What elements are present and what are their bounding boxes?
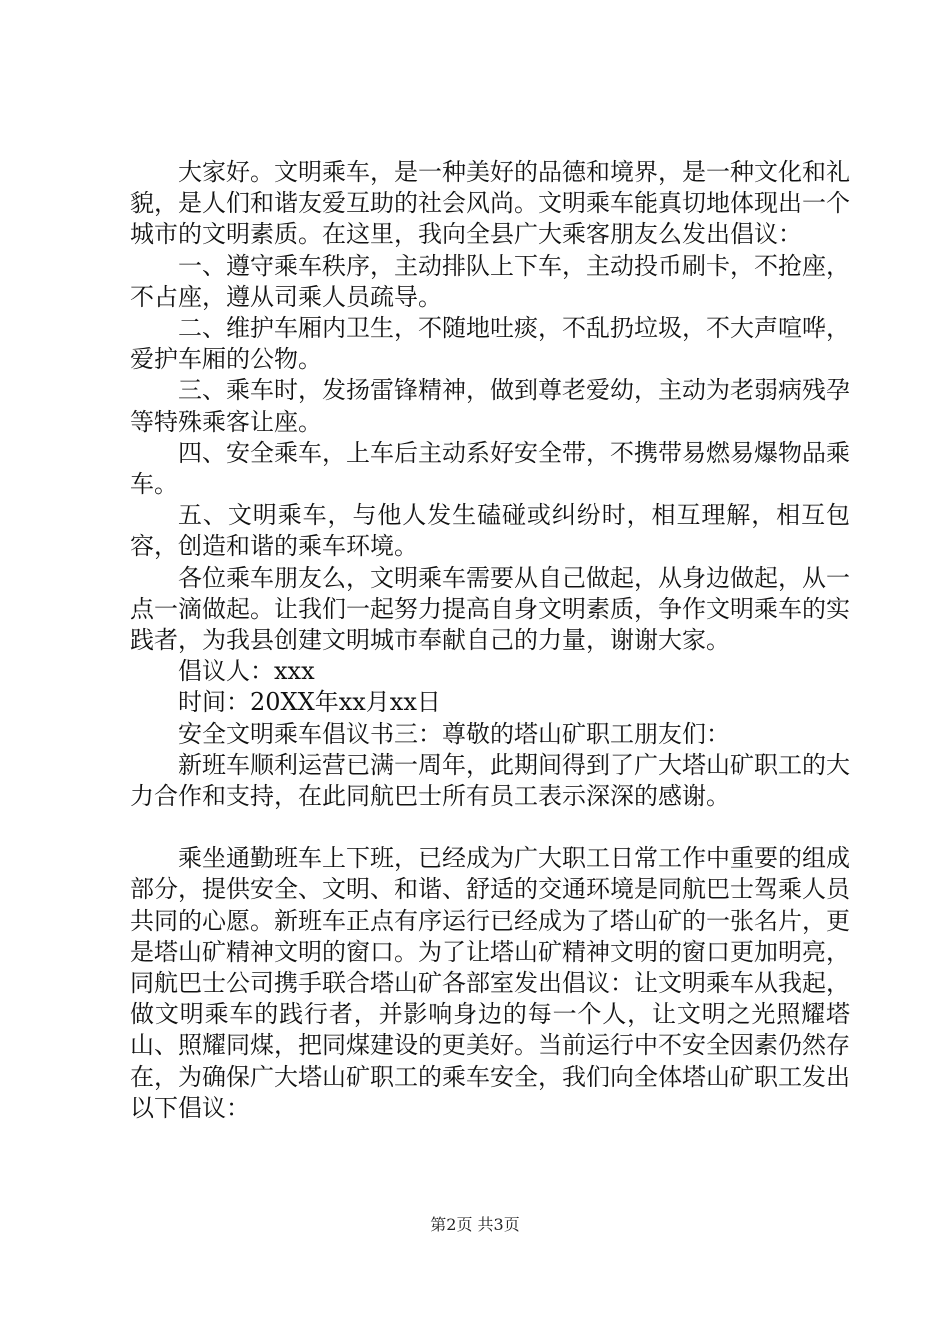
- page-number-footer: 第2页 共3页: [430, 1215, 520, 1234]
- paragraph-item-4: 四、安全乘车，上车后主动系好安全带，不携带易燃易爆物品乘车。: [130, 438, 850, 499]
- paragraph-item-1: 一、遵守乘车秩序，主动排队上下车，主动投币刷卡，不抢座，不占座，遵从司乘人员疏导。: [130, 251, 850, 311]
- paragraph-closing: 各位乘车朋友么，文明乘车需要从自己做起，从身边做起，从一点一滴做起。让我们一起努力提高自身文明素质，争作文明乘车的实践者，为我县创建文明城市奉献自己的力量，谢谢大家。: [130, 563, 850, 655]
- paragraph-anniversary: 新班车顺利运营已满一周年，此期间得到了广大塔山矿职工的大力合作和支持，在此同航巴士所有员工表示深深的感谢。: [130, 750, 850, 811]
- paragraph-heading-three: 安全文明乘车倡议书三：尊敬的塔山矿职工朋友们：: [178, 719, 730, 748]
- paragraph-greeting: 大家好。文明乘车，是一种美好的品德和境界，是一种文化和礼貌，是人们和谐友爱互助的社会风尚。文明乘车能真切地体现出一个城市的文明素质。在这里，我向全县广大乘客朋友么发出倡议：: [130, 158, 850, 249]
- paragraph-commute: 乘坐通勤班车上下班，已经成为广大职工日常工作中重要的组成部分，提供安全、文明、和谐、舒适的交通环境是同航巴士驾乘人员共同的心愿。新班车正点有序运行已经成为了塔山矿的一张名片，更是塔山矿精神文明的窗口。为了让塔山矿精神文明的窗口更加明亮，同航巴士公司携手联合塔山矿各部室发出倡议：让文明乘车从我起，做文明乘车的践行者，并影响身边的每一个人，让文明之光照耀塔山、照耀同煤，把同煤建设的更美好。当前运行中不安全因素仍然存在，为确保广大塔山矿职工的乘车安全，我们向全体塔山矿职工发出以下倡议：: [130, 844, 850, 1122]
- paragraph-item-2: 二、维护车厢内卫生，不随地吐痰，不乱扔垃圾，不大声喧哗，爱护车厢的公物。: [130, 314, 850, 374]
- paragraph-proposer: 倡议人：xxx: [178, 657, 315, 686]
- document-body: [130, 157, 850, 1124]
- paragraph-item-5: 五、文明乘车，与他人发生磕碰或纠纷时，相互理解，相互包容，创造和谐的乘车环境。: [130, 501, 850, 561]
- paragraph-item-3: 三、乘车时，发扬雷锋精神，做到尊老爱幼，主动为老弱病残孕等特殊乘客让座。: [130, 376, 850, 436]
- paragraph-date: 时间：20XX年xx月xx日: [178, 688, 441, 717]
